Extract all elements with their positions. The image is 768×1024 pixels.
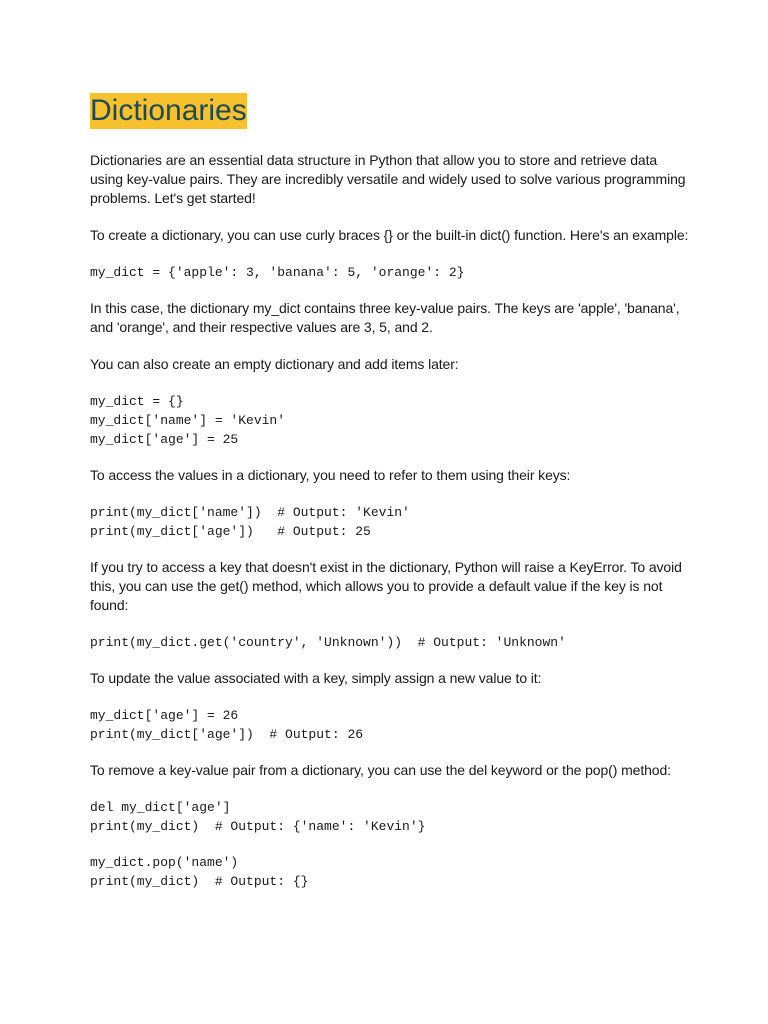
code-block-access: print(my_dict['name']) # Output: 'Kevin' print(my_dict['age']) # Output: 25 — [90, 505, 410, 539]
title-wrapper — [90, 93, 690, 129]
code-block-get: print(my_dict.get('country', 'Unknown')) # Output: 'Unknown' — [90, 635, 566, 650]
access-values-paragraph: To access the values in a dictionary, you need to refer to them using their keys: — [90, 467, 571, 483]
update-value-paragraph: To update the value associated with a key, simply assign a new value to it: — [90, 670, 542, 686]
code-block-update: my_dict['age'] = 26 print(my_dict['age']) # Output: 26 — [90, 708, 364, 742]
empty-dict-paragraph: You can also create an empty dictionary and add items later: — [90, 356, 459, 372]
create-dict-paragraph: To create a dictionary, you can use curly braces {} or the built-in dict() function. Here's an example: — [90, 227, 689, 243]
code-block-empty-dict: my_dict = {} my_dict['name'] = 'Kevin' my_dict['age'] = 25 — [90, 394, 286, 447]
page-title: Dictionaries — [90, 94, 247, 127]
keyerror-paragraph: If you try to access a key that doesn't exist in the dictionary, Python will raise a KeyError. To avoid this, you can use the get() method, which allows you to provide a default value if the key is not found: — [90, 559, 682, 613]
remove-pair-paragraph: To remove a key-value pair from a dictionary, you can use the del keyword or the pop() method: — [90, 762, 671, 778]
code-block-pop: my_dict.pop('name') print(my_dict) # Output: {} — [90, 855, 309, 889]
intro-paragraph: Dictionaries are an essential data structure in Python that allow you to store and retrieve data using key-value pairs. They are incredibly versatile and widely used to solve various programming problems. Let's get started! — [90, 152, 686, 206]
code-block-create: my_dict = {'apple': 3, 'banana': 5, 'orange': 2} — [90, 265, 465, 280]
document-page — [90, 93, 690, 908]
code-block-del: del my_dict['age'] print(my_dict) # Output: {'name': 'Kevin'} — [90, 800, 426, 834]
explain-pairs-paragraph: In this case, the dictionary my_dict contains three key-value pairs. The keys are 'apple', 'banana', and 'orange', and their respective values are 3, 5, and 2. — [90, 300, 680, 335]
